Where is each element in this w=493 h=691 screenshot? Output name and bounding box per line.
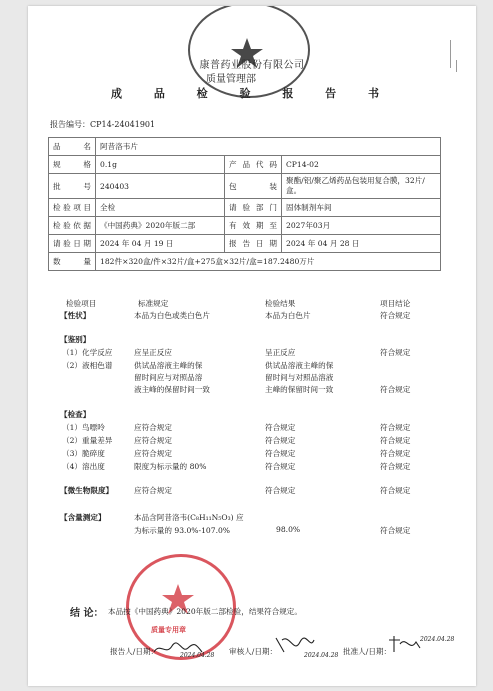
- expiry-label: 有效期至: [225, 217, 282, 235]
- assay-standard-line1: 本品含阿昔洛韦(C₈H₁₁N₅O₃) 应: [134, 513, 244, 522]
- product-name-value: 阿昔洛韦片: [96, 138, 441, 156]
- reviewer-date: 2024.04.28: [304, 652, 339, 659]
- dept-label: 请验部门: [225, 199, 282, 217]
- reviewer-label: 审核人/日期：: [229, 647, 278, 656]
- id-row2-standard-line2: 留时间应与对照品溶: [134, 373, 203, 382]
- assay-label: 【含量测定】: [60, 513, 106, 522]
- insp-row1-conclusion: 符合规定: [380, 423, 411, 432]
- insp-row2-standard: 应符合规定: [134, 436, 172, 445]
- approver-date: 2024.04.28: [420, 636, 455, 643]
- id-row1-standard: 应呈正反应: [134, 348, 172, 357]
- spec-value: 0.1g: [96, 156, 225, 174]
- id-row2-conclusion: 符合规定: [380, 385, 411, 394]
- insp-row2-conclusion: 符合规定: [380, 436, 411, 445]
- character-standard: 本品为白色或类白色片: [134, 311, 210, 320]
- spec-label: 规 格: [49, 156, 96, 174]
- qty-value: 182件×320盒/件×32片/盒+275盒×32片/盒=187.2480万片: [96, 253, 441, 271]
- id-row2-item: （2）液相色谱: [62, 361, 113, 370]
- identification-label: 【鉴别】: [60, 335, 91, 344]
- product-name-label: 品 名: [49, 138, 96, 156]
- insp-row3-standard: 应符合规定: [134, 449, 172, 458]
- batch-value: 240403: [96, 174, 225, 199]
- id-row1-conclusion: 符合规定: [380, 348, 411, 357]
- character-conclusion: 符合规定: [380, 311, 411, 320]
- insp-row2-result: 符合规定: [265, 436, 296, 445]
- insp-row4-conclusion: 符合规定: [380, 462, 411, 471]
- approver-label: 批准人/日期：: [343, 647, 392, 656]
- basis-label: 检验依据: [49, 217, 96, 235]
- report-date-value: 2024 年 04 月 28 日: [282, 235, 441, 253]
- col-header-conclusion: 项目结论: [380, 299, 411, 308]
- company-seal: [188, 6, 310, 98]
- id-row1-result: 呈正反应: [265, 348, 296, 357]
- insp-row4-result: 符合规定: [265, 462, 296, 471]
- request-date-label: 请验日期: [49, 235, 96, 253]
- assay-conclusion: 符合规定: [380, 526, 411, 535]
- col-header-result: 检验结果: [265, 299, 296, 308]
- microbial-standard: 应符合规定: [134, 486, 172, 495]
- reporter-label: 报告人/日期：: [110, 647, 159, 656]
- microbial-result: 符合规定: [265, 486, 296, 495]
- inspection-label: 【检查】: [60, 410, 91, 419]
- insp-row1-item: （1）鸟嘌呤: [62, 423, 105, 432]
- code-value: CP14-02: [282, 156, 441, 174]
- insp-row1-standard: 应符合规定: [134, 423, 172, 432]
- conclusion-label: 结 论：: [70, 608, 104, 619]
- id-row2-result-line1: 供试品溶液主峰的保: [265, 361, 334, 370]
- pack-label: 包 装: [225, 174, 282, 199]
- qty-label: 数 量: [49, 253, 96, 271]
- id-row1-item: （1）化学反应: [62, 348, 113, 357]
- item-label: 检验项目: [49, 199, 96, 217]
- item-value: 全检: [96, 199, 225, 217]
- id-row2-result-line3: 主峰的保留时间一致: [265, 385, 334, 394]
- seal-star-icon: [188, 6, 306, 94]
- scan-edge-mark: [450, 40, 451, 68]
- id-row2-standard-line3: 液主峰的保留时间一致: [134, 385, 210, 394]
- scan-edge-mark: [456, 60, 457, 72]
- report-title: 成 品 检 验 报 告 书: [111, 87, 393, 100]
- request-date-value: 2024 年 04 月 19 日: [96, 235, 225, 253]
- report-date-label: 报告日期: [225, 235, 282, 253]
- microbial-conclusion: 符合规定: [380, 486, 411, 495]
- character-label: 【性状】: [60, 311, 91, 320]
- approver-signature: [386, 632, 422, 656]
- expiry-value: 2027年03月: [282, 217, 441, 235]
- id-row2-standard-line1: 供试品溶液主峰的保: [134, 361, 203, 370]
- batch-label: 批 号: [49, 174, 96, 199]
- conclusion-text: 本品按《中国药典》2020年版二部检验，结果符合规定。: [108, 607, 302, 616]
- dept-value: 固体制剂车间: [282, 199, 441, 217]
- id-row2-result-line2: 留时间与对照品溶液: [265, 373, 334, 382]
- assay-standard-line2: 为标示量的 93.0%-107.0%: [134, 526, 231, 535]
- basis-value: 《中国药典》2020年版二部: [96, 217, 225, 235]
- reporter-date: 2024.04.28: [180, 652, 215, 659]
- insp-row3-item: （3）脆碎度: [62, 449, 105, 458]
- insp-row4-item: （4）溶出度: [62, 462, 105, 471]
- department-name: 质量管理部: [206, 74, 256, 85]
- seal-center-text: 质量专用章: [151, 625, 186, 634]
- character-result: 本品为白色片: [265, 311, 311, 320]
- report-number: 报告编号：CP14-24041901: [50, 120, 156, 129]
- insp-row3-result: 符合规定: [265, 449, 296, 458]
- insp-row2-item: （2）重量差异: [62, 436, 113, 445]
- insp-row3-conclusion: 符合规定: [380, 449, 411, 458]
- insp-row4-standard: 限度为标示量的 80%: [134, 462, 207, 471]
- col-header-standard: 标准规定: [138, 299, 169, 308]
- company-name: 康普药业股份有限公司: [199, 60, 305, 71]
- product-info-table: [48, 137, 441, 271]
- microbial-label: 【微生物限度】: [60, 486, 114, 495]
- col-header-item: 检验项目: [66, 299, 97, 308]
- assay-result: 98.0%: [276, 525, 301, 534]
- insp-row1-result: 符合规定: [265, 423, 296, 432]
- report-paper: [28, 6, 476, 686]
- code-label: 产品代码: [225, 156, 282, 174]
- pack-value: 聚酯/铝/聚乙烯药品包装用复合膜，32片/盒。: [282, 174, 441, 199]
